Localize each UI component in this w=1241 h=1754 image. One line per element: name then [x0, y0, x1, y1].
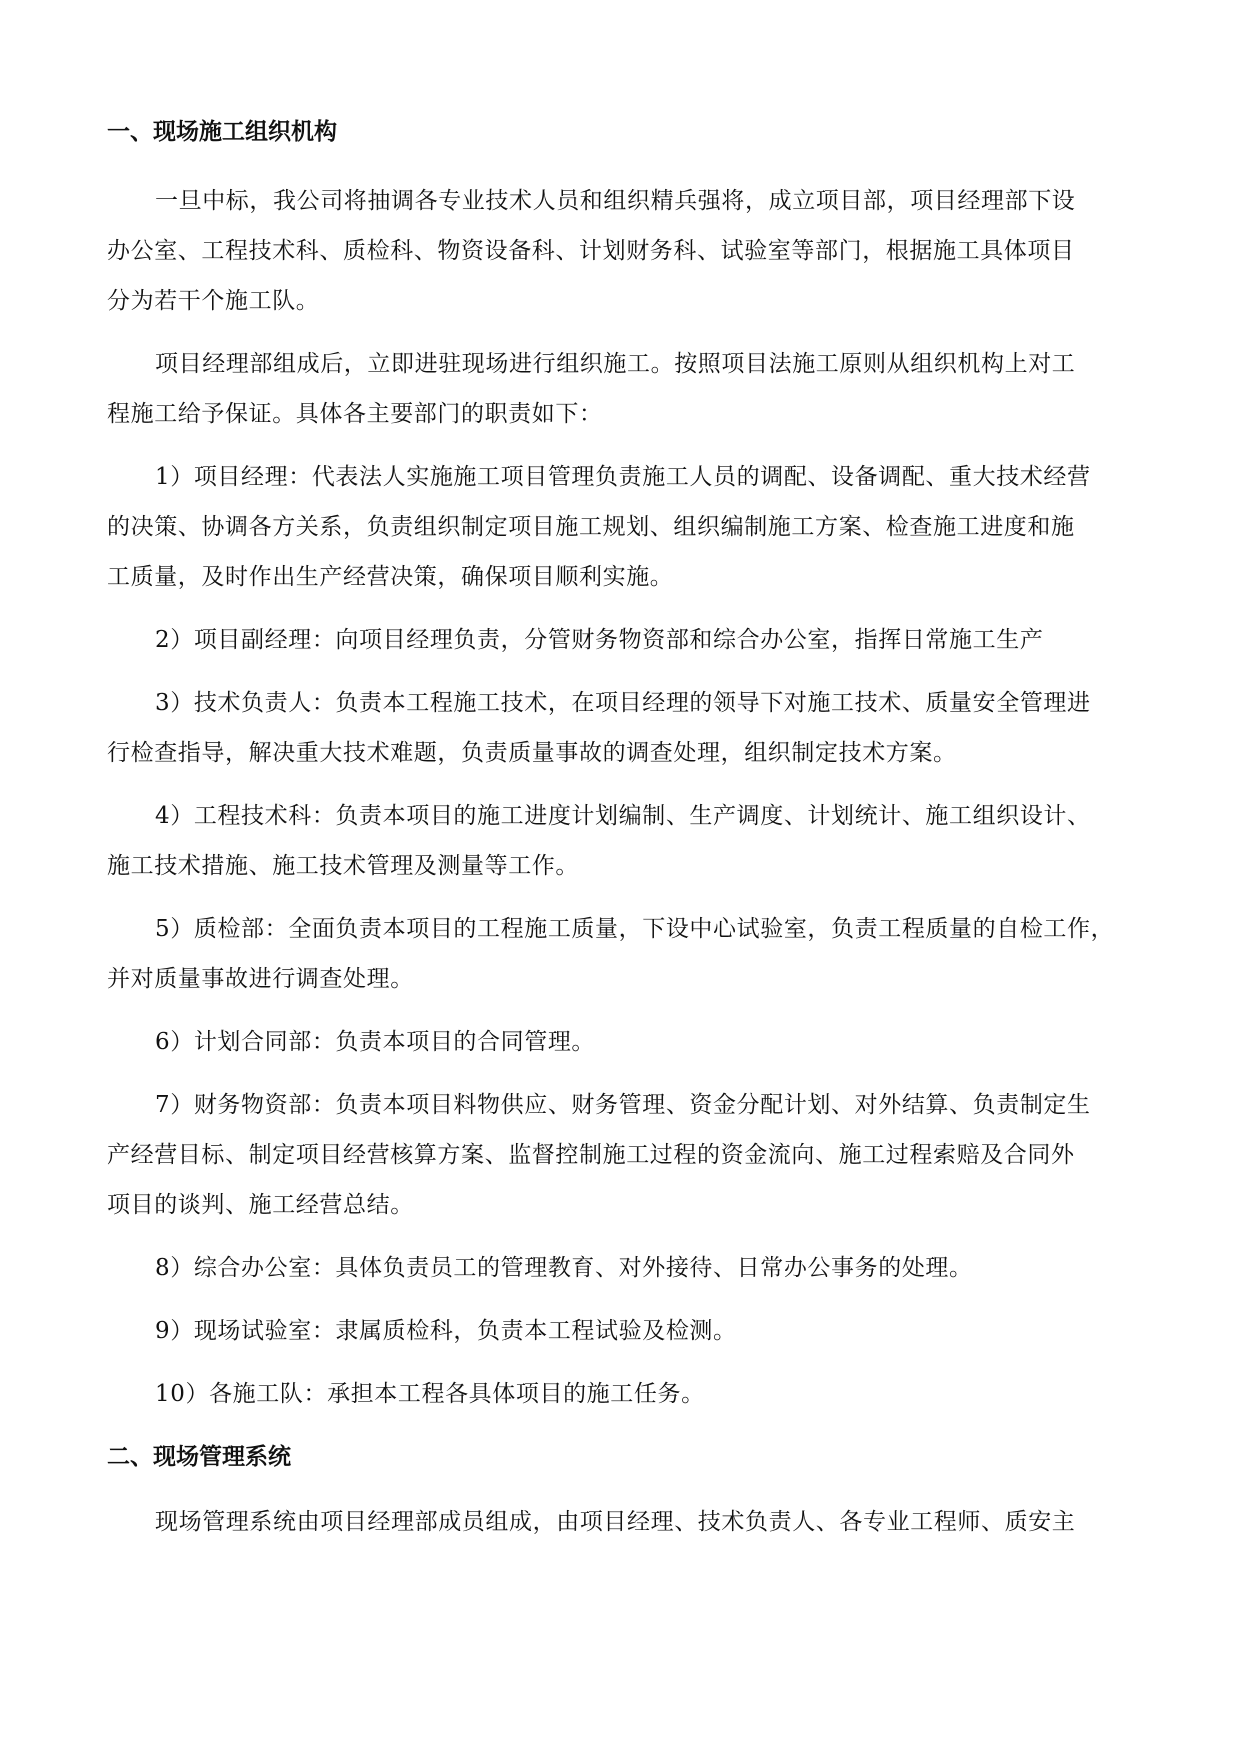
section-heading-2: 二、现场管理系统: [107, 1444, 291, 1470]
text-line: 10）各施工队：承担本工程各具体项目的施工任务。: [155, 1381, 705, 1407]
text-line: 9）现场试验室：隶属质检科，负责本工程试验及检测。: [155, 1318, 737, 1344]
duty-item-construction-teams: [107, 1369, 1153, 1419]
duty-item-general-office: [107, 1243, 1153, 1293]
text-line: 2）项目副经理：向项目经理负责，分管财务物资部和综合办公室，指挥日常施工生产: [155, 627, 1044, 653]
text-line: 的决策、协调各方关系，负责组织制定项目施工规划、组织编制施工方案、检查施工进度和施: [107, 514, 1075, 540]
duty-item-project-manager: [107, 452, 1153, 602]
text-line: 产经营目标、制定项目经营核算方案、监督控制施工过程的资金流向、施工过程索赔及合同外: [107, 1142, 1075, 1168]
text-line: 分为若干个施工队。: [107, 288, 320, 314]
duty-item-quality-dept: [107, 904, 1153, 1004]
duty-item-contract-dept: [107, 1017, 1153, 1067]
text-line: 8）综合办公室：具体负责员工的管理教育、对外接待、日常办公事务的处理。: [155, 1255, 973, 1281]
text-line: 4）工程技术科：负责本项目的施工进度计划编制、生产调度、计划统计、施工组织设计、: [155, 803, 1091, 829]
document-page: [107, 112, 1153, 1547]
text-line: 并对质量事故进行调查处理。: [107, 966, 414, 992]
text-line: 5）质检部：全面负责本项目的工程施工质量，下设中心试验室，负责工程质量的自检工作，: [155, 916, 1115, 942]
text-line: 施工技术措施、施工技术管理及测量等工作。: [107, 853, 579, 879]
text-line: 程施工给予保证。具体各主要部门的职责如下：: [107, 401, 603, 427]
text-line: 一旦中标，我公司将抽调各专业技术人员和组织精兵强将，成立项目部，项目经理部下设: [155, 188, 1076, 214]
paragraph-intro: [107, 176, 1153, 326]
text-line: 办公室、工程技术科、质检科、物资设备科、计划财务科、试验室等部门，根据施工具体项目: [107, 238, 1075, 264]
paragraph-management-system: [107, 1497, 1153, 1547]
text-line: 3）技术负责人：负责本工程施工技术，在项目经理的领导下对施工技术、质量安全管理进: [155, 690, 1091, 716]
text-line: 现场管理系统由项目经理部成员组成，由项目经理、技术负责人、各专业工程师、质安主: [155, 1509, 1076, 1535]
duty-item-field-lab: [107, 1306, 1153, 1356]
text-line: 1）项目经理：代表法人实施施工项目管理负责施工人员的调配、设备调配、重大技术经营: [155, 464, 1091, 490]
section-heading-1: 一、现场施工组织机构: [107, 119, 337, 145]
duty-item-finance-dept: [107, 1080, 1153, 1230]
text-line: 7）财务物资部：负责本项目料物供应、财务管理、资金分配计划、对外结算、负责制定生: [155, 1092, 1091, 1118]
paragraph-organization: [107, 339, 1153, 439]
duty-item-deputy-manager: [107, 615, 1153, 665]
text-line: 6）计划合同部：负责本项目的合同管理。: [155, 1029, 596, 1055]
text-line: 项目经理部组成后，立即进驻现场进行组织施工。按照项目法施工原则从组织机构上对工: [155, 351, 1076, 377]
text-line: 工质量，及时作出生产经营决策，确保项目顺利实施。: [107, 564, 674, 590]
duty-item-engineering-dept: [107, 791, 1153, 891]
text-line: 行检查指导，解决重大技术难题，负责质量事故的调查处理，组织制定技术方案。: [107, 740, 957, 766]
text-line: 项目的谈判、施工经营总结。: [107, 1192, 414, 1218]
duty-item-technical-lead: [107, 678, 1153, 778]
